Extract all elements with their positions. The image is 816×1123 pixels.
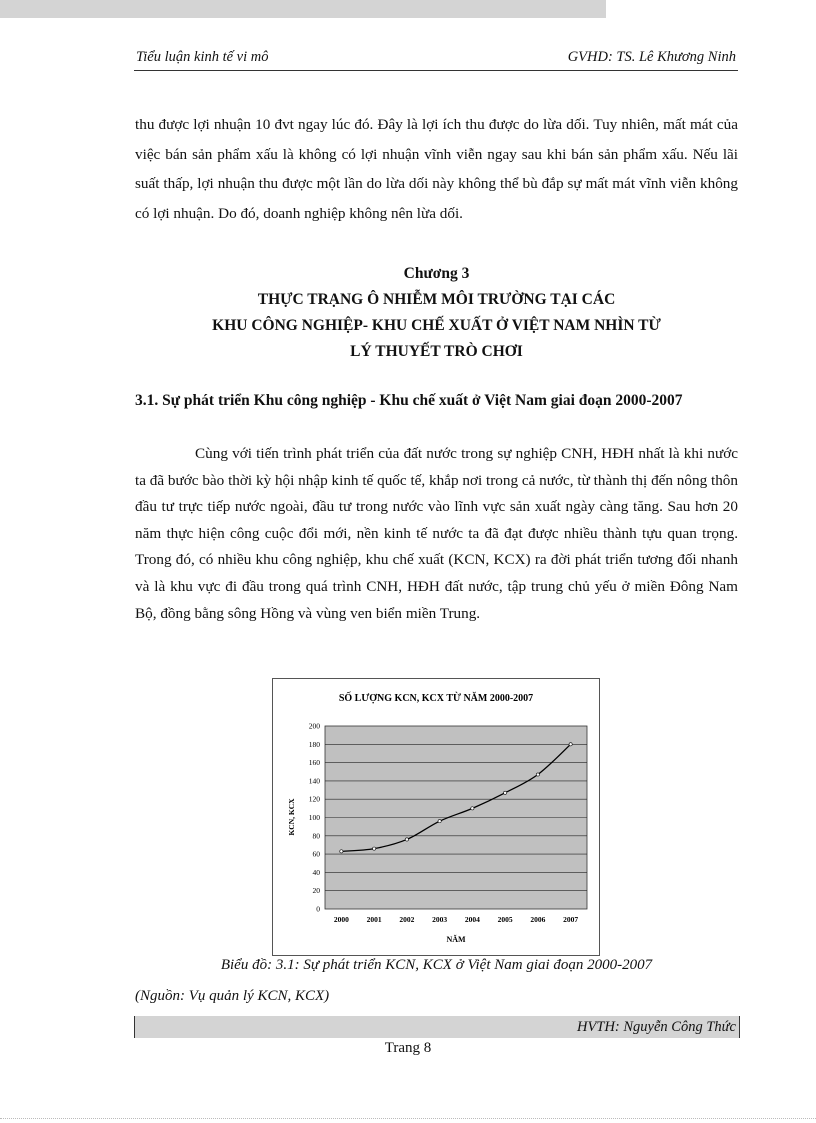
y-tick-label: 100 xyxy=(308,813,320,822)
chart-title: SỐ LƯỢNG KCN, KCX TỪ NĂM 2000-2007 xyxy=(338,693,534,704)
data-point-2005 xyxy=(504,791,507,794)
paragraph-body: Cùng với tiến trình phát triển của đất nước trong sự nghiệp CNH, HĐH nhất là khi nước ta đã bước bào thời kỳ hội nhập kinh tế quốc tế, khắp nơi trong cả nước, từ thành thị đến nông thôn đầu tư trực tiếp nước ngoài, đầu tư trong nước vào lĩnh vực sản xuất ngày càng tăng. Sau hơn 20 năm thực hiện công cuộc đổi mới, nền kinh tế nước ta đã đạt được nhiều thành tựu quan trọng. Trong đó, có nhiều khu công nghiệp, khu chế xuất (KCN, KCX) ra đời phát triển tương đối nhanh và là khu vực đi đầu trong quá trình CNH, HĐH đất nước, tập trung chủ yếu ở miền Đông Nam Bộ, đồng bằng sông Hồng và vùng ven biển miền Trung. xyxy=(135,445,738,622)
y-tick-label: 120 xyxy=(308,794,320,804)
x-tick-label: 2002 xyxy=(399,915,415,924)
y-tick-label: 20 xyxy=(312,886,320,896)
y-tick-label: 140 xyxy=(308,776,320,786)
y-tick-label: 60 xyxy=(312,849,320,859)
data-point-2000 xyxy=(340,850,343,853)
line-chart xyxy=(273,679,599,955)
chart-source: (Nguồn: Vụ quản lý KCN, KCX) xyxy=(135,988,330,1004)
chapter-title-line-3: LÝ THUYẾT TRÒ CHƠI xyxy=(350,343,523,360)
y-tick-label: 200 xyxy=(308,721,320,731)
y-tick-label: 40 xyxy=(312,867,320,877)
page-header xyxy=(134,44,738,71)
y-tick-label: 180 xyxy=(308,739,320,749)
x-axis-label: NĂM xyxy=(446,935,466,944)
data-point-2006 xyxy=(536,773,539,776)
data-point-2007 xyxy=(569,743,572,746)
x-tick-label: 2007 xyxy=(563,915,579,924)
chart-frame xyxy=(272,678,600,956)
y-tick-label: 0 xyxy=(316,904,320,914)
header-course-title: Tiểu luận kinh tế vi mô xyxy=(136,49,269,65)
x-tick-label: 2004 xyxy=(464,915,480,924)
x-tick-label: 2003 xyxy=(432,915,448,924)
x-tick-label: 2000 xyxy=(333,915,349,924)
paragraph-continuation: thu được lợi nhuận 10 đvt ngay lúc đó. Đây là lợi ích thu được do lừa dối. Tuy nhiên, mất mát của việc bán sản phẩm xấu là không có lợi nhuận vĩnh viễn ngay sau khi bán sản phẩm xấu. Nếu lãi suất thấp, lợi nhuận thu được một lần do lừa dối này không thể bù đắp sự mất mát vĩnh viễn không có lợi nhuận. Do đó, doanh nghiệp không nên lừa dối. xyxy=(135,116,738,222)
data-point-2003 xyxy=(438,820,441,823)
y-axis-label: KCN, KCX xyxy=(287,798,296,836)
data-point-2001 xyxy=(373,847,376,850)
x-tick-label: 2001 xyxy=(366,915,382,924)
page-bottom-rule xyxy=(0,1118,816,1120)
chapter-title-line-2: KHU CÔNG NGHIỆP- KHU CHẾ XUẤT Ở VIỆT NAM NHÌN TỪ xyxy=(212,317,661,334)
chart-caption: Biểu đồ: 3.1: Sự phát triển KCN, KCX ở Việt Nam giai đoạn 2000-2007 xyxy=(220,957,653,973)
y-tick-label: 80 xyxy=(312,831,320,841)
header-advisor: GVHD: TS. Lê Khương Ninh xyxy=(567,49,736,65)
page-footer xyxy=(134,1016,740,1038)
chapter-title-line-1: THỰC TRẠNG Ô NHIỄM MÔI TRƯỜNG TẠI CÁC xyxy=(257,291,616,308)
y-tick-label: 160 xyxy=(308,758,320,768)
x-tick-label: 2005 xyxy=(497,915,513,924)
top-shade-bar xyxy=(0,0,606,18)
data-point-2004 xyxy=(471,807,474,810)
chapter-number: Chương 3 xyxy=(403,265,470,282)
page-number: Trang 8 xyxy=(384,1040,432,1056)
section-heading: 3.1. Sự phát triển Khu công nghiệp - Khu chế xuất ở Việt Nam giai đoạn 2000-2007 xyxy=(135,392,683,409)
x-tick-label: 2006 xyxy=(530,915,546,924)
footer-student: HVTH: Nguyễn Công Thức xyxy=(577,1019,736,1035)
data-point-2002 xyxy=(405,838,408,841)
